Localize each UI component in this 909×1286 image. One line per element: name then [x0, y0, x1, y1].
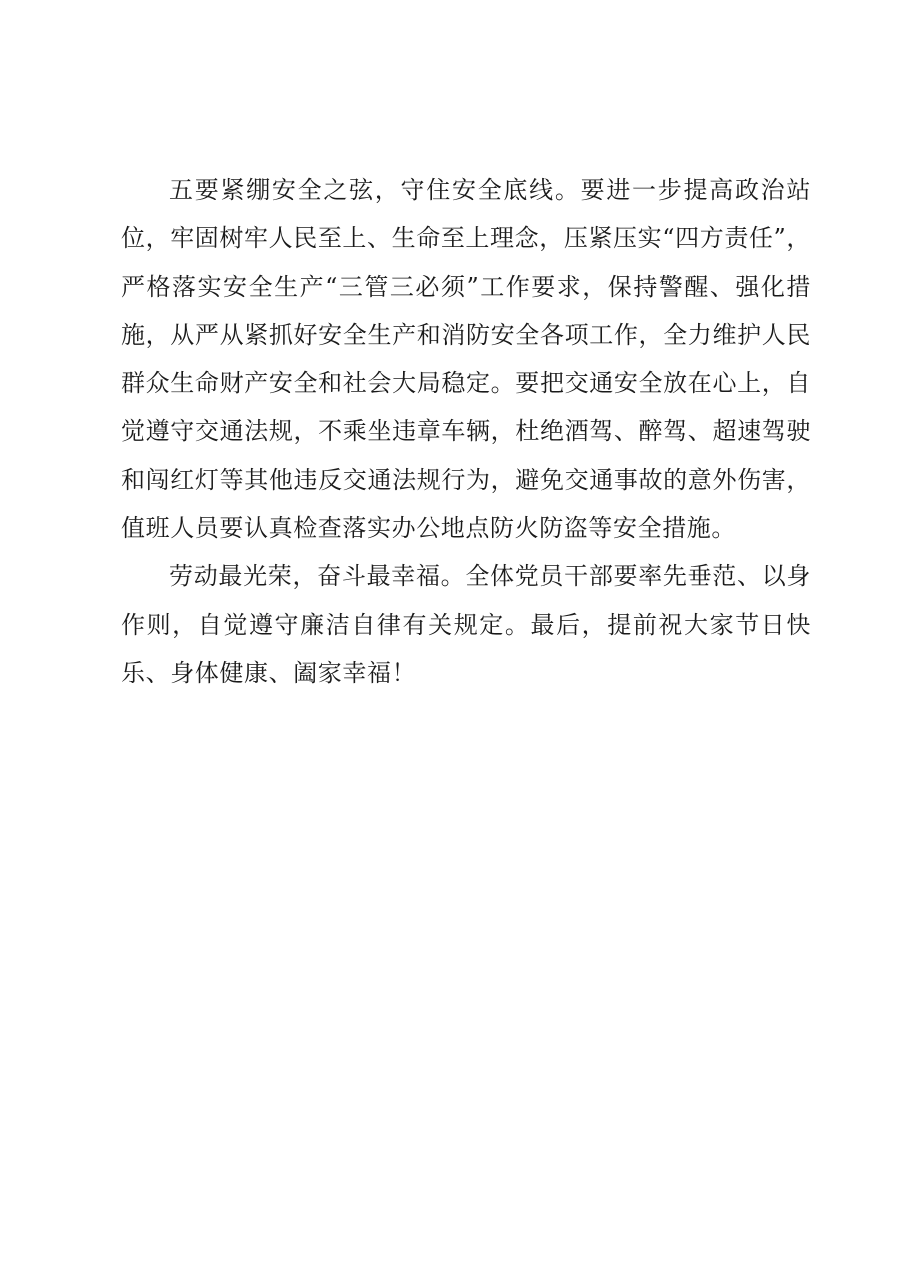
document-body [121, 166, 811, 697]
paragraph-safety: 五要紧绷安全之弦，守住安全底线。要进一步提高政治站位，牢固树牢人民至上、生命至上理念，压紧压实“四方责任”，严格落实安全生产“三管三必须”工作要求，保持警醒、强化措施，从严从紧抓好安全生产和消防安全各项工作，全力维护人民群众生命财产安全和社会大局稳定。要把交通安全放在心上，自觉遵守交通法规，不乘坐违章车辆，杜绝酒驾、醉驾、超速驾驶和闯红灯等其他违反交通法规行为，避免交通事故的意外伤害，值班人员要认真检查落实办公地点防火防盗等安全措施。 [121, 176, 811, 543]
paragraph-closing: 劳动最光荣，奋斗最幸福。全体党员干部要率先垂范、以身作则，自觉遵守廉洁自律有关规定。最后，提前祝大家节日快乐、身体健康、阖家幸福！ [121, 562, 811, 687]
